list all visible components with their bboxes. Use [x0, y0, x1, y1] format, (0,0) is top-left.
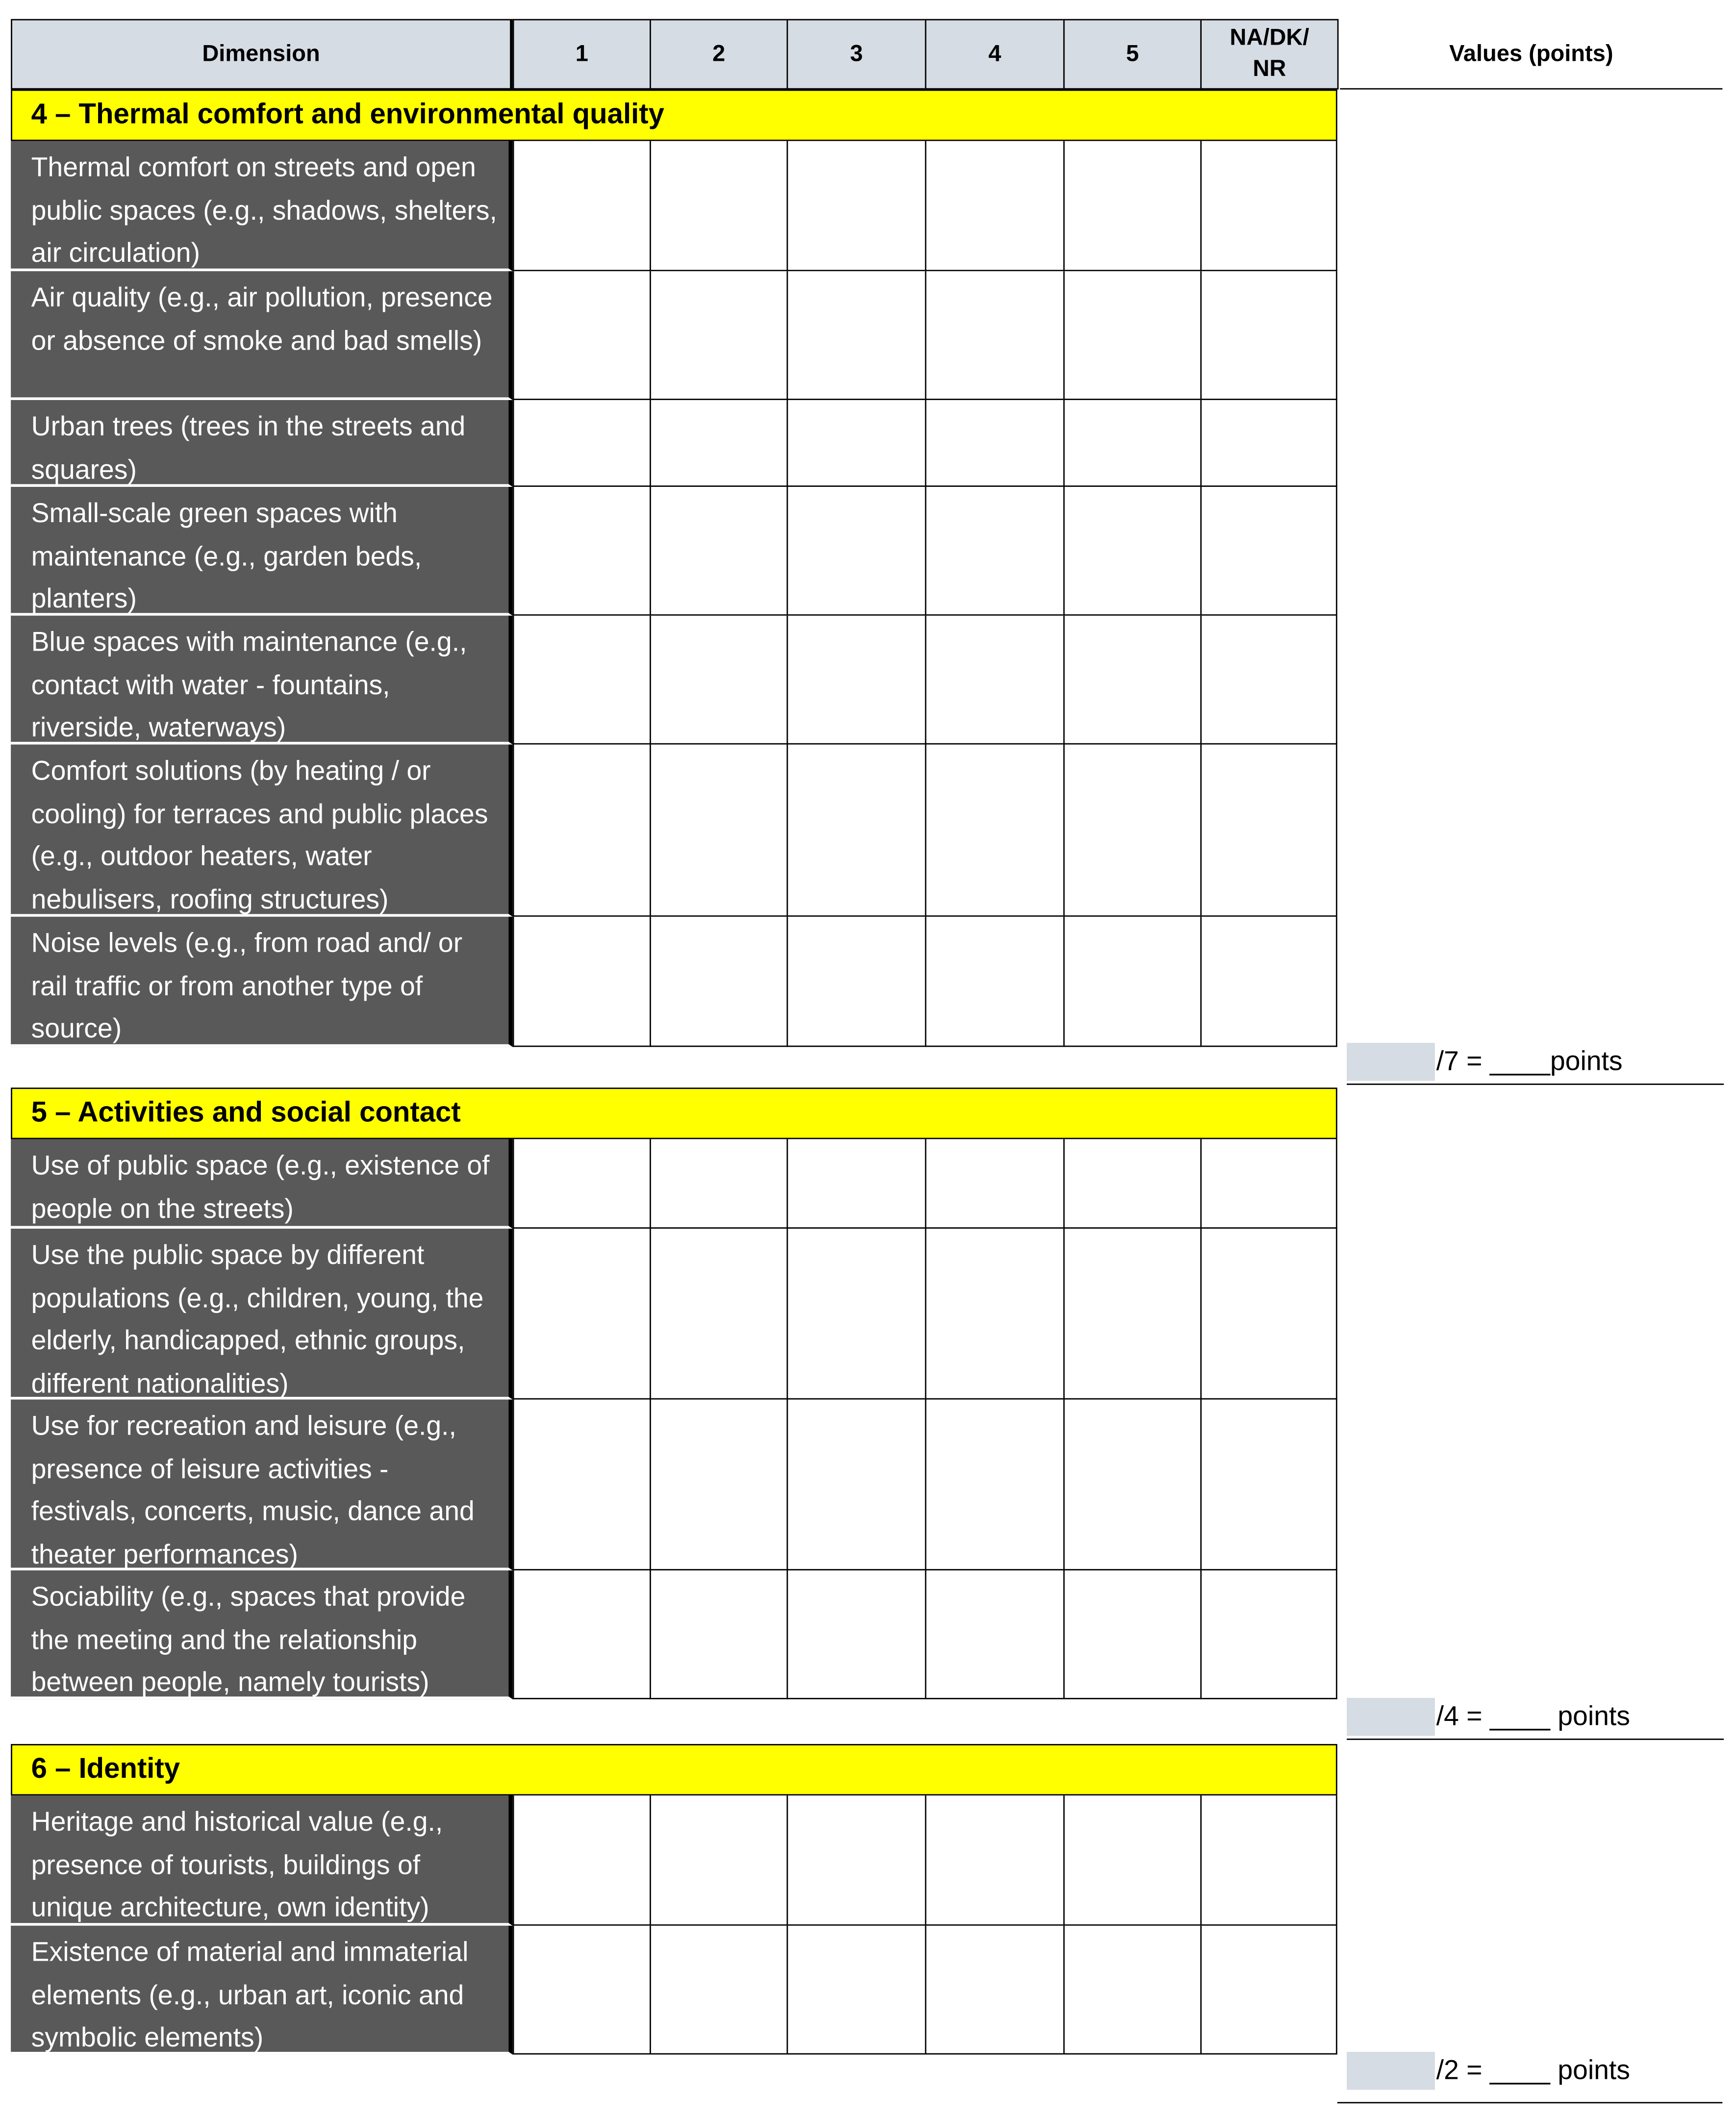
- rating-cell-2[interactable]: [650, 271, 788, 400]
- rating-cell-na[interactable]: [1200, 917, 1337, 1047]
- rating-cell-1[interactable]: [513, 745, 651, 917]
- dimension-label: Noise levels (e.g., from road and/ or rail traffic or from another type of source): [11, 917, 513, 1047]
- dimension-label: Heritage and historical value (e.g., presence of tourists, buildings of unique architecture, own identity): [11, 1795, 513, 1926]
- table-row: [11, 1139, 1337, 1229]
- section-score-4: [1347, 1041, 1724, 1085]
- rating-cell-2[interactable]: [650, 1926, 788, 2055]
- rating-cell-3[interactable]: [787, 616, 927, 745]
- divider: [1337, 2102, 1723, 2103]
- rating-cell-3[interactable]: [787, 1399, 927, 1570]
- rating-cell-4[interactable]: [925, 1795, 1065, 1926]
- rating-cell-5[interactable]: [1063, 1229, 1202, 1400]
- rating-cell-5[interactable]: [1063, 1795, 1202, 1926]
- rating-cell-3[interactable]: [787, 745, 927, 917]
- rating-cell-5[interactable]: [1063, 400, 1202, 487]
- header-values-points: Values (points): [1340, 19, 1722, 90]
- rating-cell-2[interactable]: [650, 141, 788, 272]
- header-scale-2: 2: [650, 19, 788, 90]
- rating-cell-1[interactable]: [513, 1399, 651, 1570]
- table-row: [11, 616, 1337, 745]
- rating-cell-3[interactable]: [787, 1229, 927, 1400]
- table-row: [11, 400, 1337, 487]
- rating-cell-4[interactable]: [925, 1399, 1065, 1570]
- header-na-line2: NR: [1253, 55, 1286, 81]
- rating-cell-5[interactable]: [1063, 1399, 1202, 1570]
- rating-cell-na[interactable]: [1200, 487, 1337, 616]
- rating-cell-3[interactable]: [787, 400, 927, 487]
- dimension-label: Thermal comfort on streets and open public spaces (e.g., shadows, shelters, air circulation): [11, 141, 513, 272]
- rating-cell-4[interactable]: [925, 400, 1065, 487]
- rating-cell-2[interactable]: [650, 1399, 788, 1570]
- rating-cell-4[interactable]: [925, 917, 1065, 1047]
- rating-cell-5[interactable]: [1063, 271, 1202, 400]
- section-score-5: [1347, 1696, 1724, 1740]
- rating-cell-1[interactable]: [513, 1229, 651, 1400]
- header-na-line1: NA/DK/: [1230, 24, 1309, 50]
- rating-cell-2[interactable]: [650, 487, 788, 616]
- score-input-box[interactable]: [1347, 1698, 1435, 1736]
- rating-cell-na[interactable]: [1200, 1795, 1337, 1926]
- rating-cell-na[interactable]: [1200, 271, 1337, 400]
- rating-cell-3[interactable]: [787, 1139, 927, 1229]
- rating-cell-2[interactable]: [650, 1795, 788, 1926]
- rating-cell-2[interactable]: [650, 917, 788, 1047]
- rating-cell-2[interactable]: [650, 1570, 788, 1699]
- section-title-5: 5 – Activities and social contact: [11, 1087, 1337, 1139]
- rating-cell-4[interactable]: [925, 1229, 1065, 1400]
- rating-cell-3[interactable]: [787, 141, 927, 272]
- rating-cell-1[interactable]: [513, 1926, 651, 2055]
- rating-cell-2[interactable]: [650, 400, 788, 487]
- rating-cell-5[interactable]: [1063, 917, 1202, 1047]
- rating-cell-na[interactable]: [1200, 141, 1337, 272]
- rating-cell-na[interactable]: [1200, 1570, 1337, 1699]
- score-text: /7 = ____points: [1436, 1047, 1623, 1077]
- rating-cell-3[interactable]: [787, 271, 927, 400]
- rating-cell-5[interactable]: [1063, 1926, 1202, 2055]
- dimension-label: Sociability (e.g., spaces that provide the meeting and the relationship between people, namely tourists): [11, 1570, 513, 1699]
- table-row: [11, 141, 1337, 272]
- score-text: /2 = ____ points: [1436, 2056, 1630, 2086]
- rating-cell-2[interactable]: [650, 616, 788, 745]
- dimension-label: Air quality (e.g., air pollution, presence or absence of smoke and bad smells): [11, 271, 513, 400]
- rating-cell-na[interactable]: [1200, 745, 1337, 917]
- table-row: [11, 1795, 1337, 1926]
- rating-cell-1[interactable]: [513, 1795, 651, 1926]
- table-row: [11, 1399, 1337, 1570]
- table-row: [11, 745, 1337, 917]
- score-input-box[interactable]: [1347, 2052, 1435, 2090]
- dimension-label: Small-scale green spaces with maintenance (e.g., garden beds, planters): [11, 487, 513, 616]
- rating-cell-na[interactable]: [1200, 1926, 1337, 2055]
- score-input-box[interactable]: [1347, 1043, 1435, 1081]
- header-scale-5: 5: [1063, 19, 1202, 90]
- dimension-label: Use of public space (e.g., existence of people on the streets): [11, 1139, 513, 1229]
- rating-cell-5[interactable]: [1063, 141, 1202, 272]
- rating-cell-na[interactable]: [1200, 1229, 1337, 1400]
- dimension-label: Use the public space by different populations (e.g., children, young, the elderly, handicapped, ethnic groups, different nationalities): [11, 1229, 513, 1400]
- rating-cell-na[interactable]: [1200, 1399, 1337, 1570]
- dimension-label: Comfort solutions (by heating / or cooling) for terraces and public places (e.g., outdoor heaters, water nebulisers, roofing structures): [11, 745, 513, 917]
- table-row: [11, 271, 1337, 400]
- table-row: [11, 1926, 1337, 2055]
- rating-cell-3[interactable]: [787, 1795, 927, 1926]
- rating-cell-1[interactable]: [513, 141, 651, 272]
- rating-cell-2[interactable]: [650, 1139, 788, 1229]
- rating-cell-na[interactable]: [1200, 400, 1337, 487]
- rating-cell-5[interactable]: [1063, 616, 1202, 745]
- rating-cell-1[interactable]: [513, 917, 651, 1047]
- rating-cell-4[interactable]: [925, 271, 1065, 400]
- section-title-4: 4 – Thermal comfort and environmental quality: [11, 90, 1337, 141]
- rating-cell-1[interactable]: [513, 271, 651, 400]
- rating-cell-3[interactable]: [787, 487, 927, 616]
- rating-cell-1[interactable]: [513, 1139, 651, 1229]
- dimension-label: Existence of material and immaterial elements (e.g., urban art, iconic and symbolic elements): [11, 1926, 513, 2055]
- rating-cell-1[interactable]: [513, 1570, 651, 1699]
- dimension-label: Blue spaces with maintenance (e.g., contact with water - fountains, riverside, waterways): [11, 616, 513, 745]
- rating-cell-2[interactable]: [650, 745, 788, 917]
- rating-cell-1[interactable]: [513, 487, 651, 616]
- table-row: [11, 487, 1337, 616]
- rating-cell-4[interactable]: [925, 1139, 1065, 1229]
- header-scale-3: 3: [787, 19, 927, 90]
- rating-cell-5[interactable]: [1063, 1570, 1202, 1699]
- rating-cell-na[interactable]: [1200, 1139, 1337, 1229]
- rating-cell-3[interactable]: [787, 917, 927, 1047]
- dimension-label: Use for recreation and leisure (e.g., presence of leisure activities - festivals, concerts, music, dance and theater performances): [11, 1399, 513, 1570]
- rating-cell-5[interactable]: [1063, 745, 1202, 917]
- section-title-6: 6 – Identity: [11, 1744, 1337, 1795]
- table-row: [11, 1229, 1337, 1400]
- rating-cell-4[interactable]: [925, 616, 1065, 745]
- rating-cell-4[interactable]: [925, 141, 1065, 272]
- rating-cell-5[interactable]: [1063, 1139, 1202, 1229]
- rating-cell-4[interactable]: [925, 745, 1065, 917]
- dimension-label: Urban trees (trees in the streets and squares): [11, 400, 513, 487]
- rating-cell-4[interactable]: [925, 487, 1065, 616]
- header-scale-4: 4: [925, 19, 1065, 90]
- table-row: [11, 1570, 1337, 1699]
- rating-cell-1[interactable]: [513, 616, 651, 745]
- section-score-6: [1347, 2050, 1724, 2094]
- rating-cell-4[interactable]: [925, 1926, 1065, 2055]
- rating-cell-5[interactable]: [1063, 487, 1202, 616]
- rating-cell-4[interactable]: [925, 1570, 1065, 1699]
- rating-cell-1[interactable]: [513, 400, 651, 487]
- rating-cell-2[interactable]: [650, 1229, 788, 1400]
- table-row: [11, 917, 1337, 1047]
- header-scale-1: 1: [513, 19, 651, 90]
- rating-cell-na[interactable]: [1200, 616, 1337, 745]
- rating-cell-3[interactable]: [787, 1570, 927, 1699]
- score-text: /4 = ____ points: [1436, 1702, 1630, 1732]
- header-dimension: Dimension: [11, 19, 514, 90]
- header-na-dk-nr: [1200, 19, 1338, 90]
- rating-cell-3[interactable]: [787, 1926, 927, 2055]
